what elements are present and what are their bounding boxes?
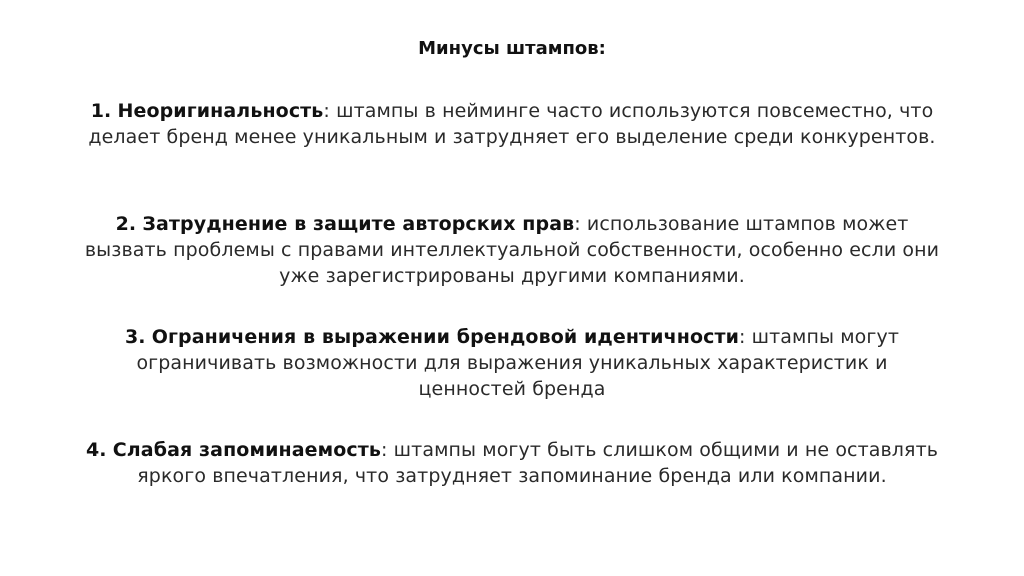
point-separator: : — [574, 213, 581, 235]
point-2 — [80, 211, 944, 289]
point-text: штампы могут ограничивать возможности для выражения уникальных характеристик и ценностей бренда — [136, 326, 900, 400]
point-number: 1. — [90, 100, 112, 122]
point-text: использование штампов может вызвать проблемы с правами интеллектуальной собственности, особенно если они уже зарегистрированы другими компаниями. — [84, 213, 940, 287]
point-heading: Затруднение в защите авторских прав — [142, 213, 575, 235]
point-heading: Неоригинальность — [117, 100, 324, 122]
point-heading: Ограничения в выражении брендовой идентичности — [151, 326, 739, 348]
point-number: 2. — [115, 213, 137, 235]
point-4 — [80, 437, 944, 489]
point-heading: Слабая запоминаемость — [112, 439, 382, 461]
point-text: штампы в нейминге часто используются повсеместно, что делает бренд менее уникальным и затрудняет его выделение среди конкурентов. — [88, 100, 936, 148]
point-1 — [80, 98, 944, 150]
point-separator: : — [381, 439, 388, 461]
point-separator: : — [739, 326, 746, 348]
slide-title: Минусы штампов: — [418, 38, 606, 59]
point-text: штампы могут быть слишком общими и не оставлять яркого впечатления, что затрудняет запоминание бренда или компании. — [137, 439, 939, 487]
point-number: 4. — [85, 439, 107, 461]
point-3 — [80, 324, 944, 402]
point-separator: : — [323, 100, 330, 122]
point-number: 3. — [124, 326, 146, 348]
